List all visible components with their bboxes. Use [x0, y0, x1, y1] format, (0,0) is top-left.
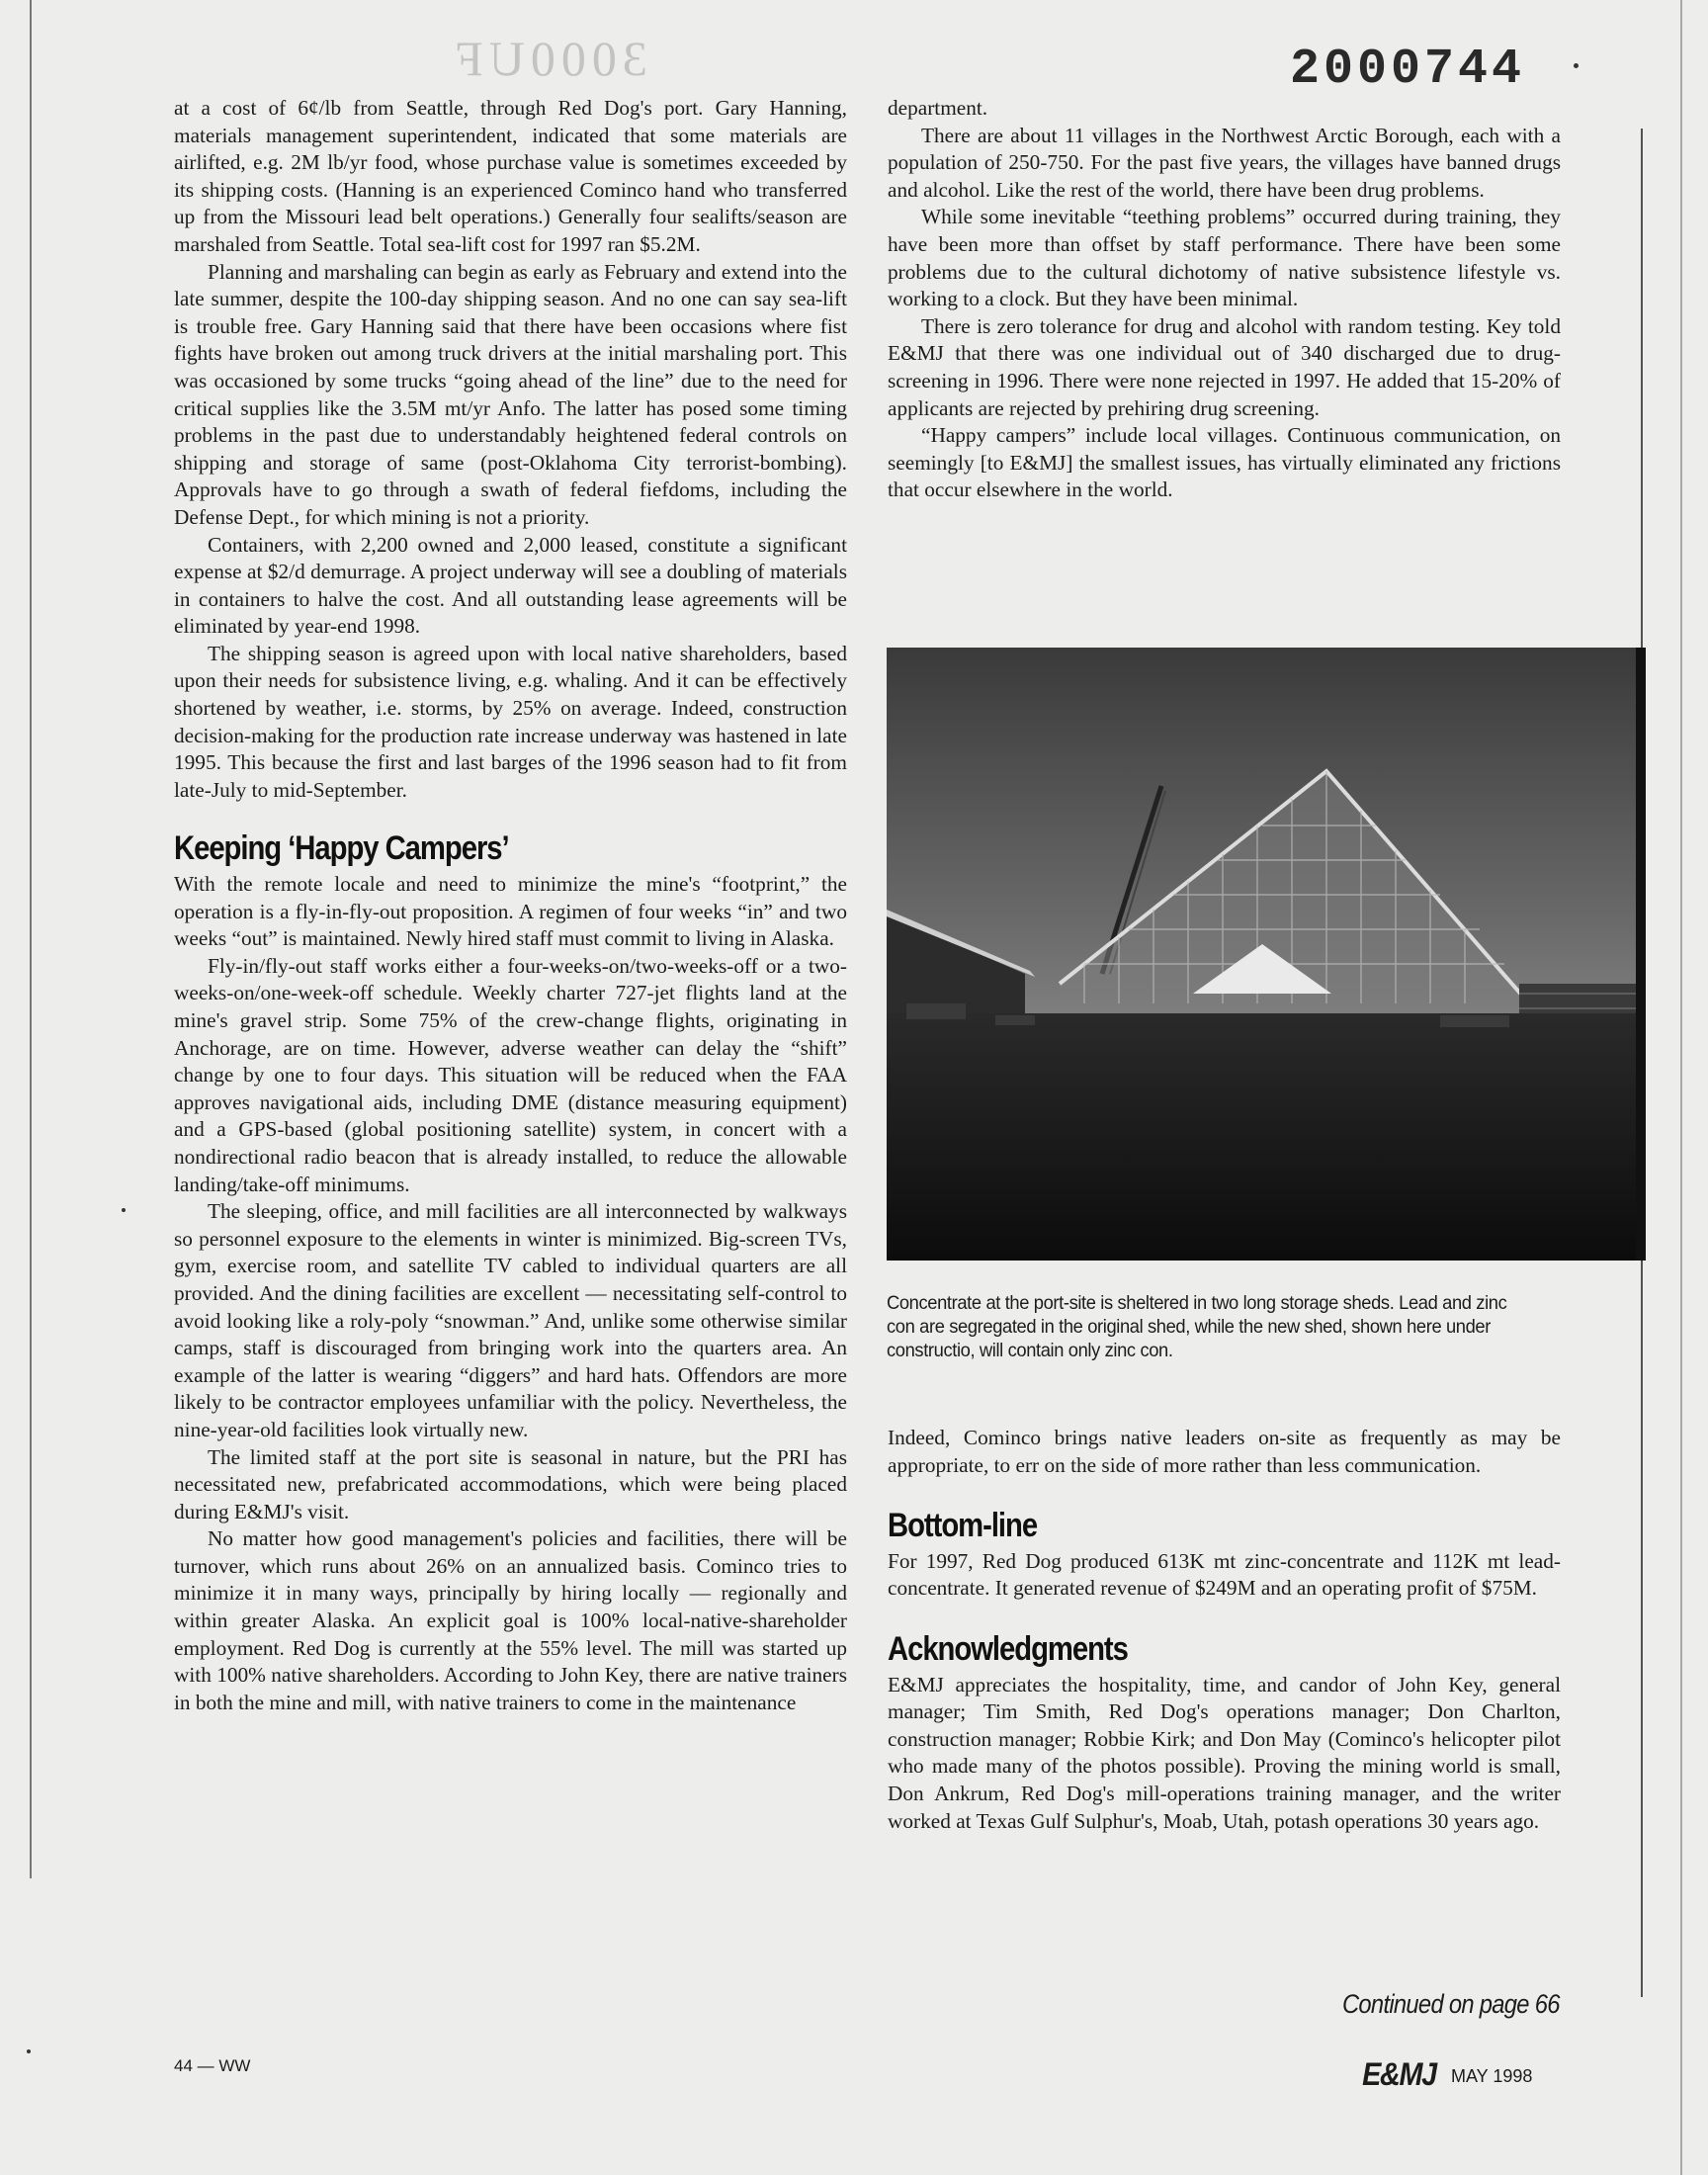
section-heading-happy-campers: Keeping ‘Happy Campers’: [174, 829, 509, 868]
body-paragraph: There are about 11 villages in the Northwest Arctic Borough, each with a population of 250-750. For the past five years, the villages have banned drugs and alcohol. Like the rest of the world, there have been drug problems.: [888, 123, 1561, 202]
section-heading-bottom-line: Bottom-line: [888, 1507, 1038, 1545]
body-paragraph: Indeed, Cominco brings native leaders on-site as frequently as may be appropriate, to err on the side of more rather than less communication.: [888, 1426, 1561, 1477]
page-folio: 44 — WW: [174, 2056, 251, 2075]
photo-caption: Concentrate at the port-site is sheltered in two long storage sheds. Lead and zinc con are segregated in the original shed, while the new shed, shown here under constructio, will contain only zinc con.: [887, 1292, 1507, 1361]
body-paragraph: Planning and marshaling can begin as early as February and extend into the late summer, despite the 100-day shipping season. And no one can say sea-lift is trouble free. Gary Hanning said that there have been occasions where fist fights have broken out among truck drivers at the initial marshaling port. This was occasioned by some trucks “going ahead of the line” due to the need for critical supplies like the 3.5M mt/yr Anfo. The latter has posed some timing problems in the past due to understandably heightened federal controls on shipping and storage of same (post-Oklahoma City terrorist-bombing). Approvals have to go through a swath of federal fiefdoms, including the Defense Dept., for which mining is not a priority.: [174, 259, 847, 529]
body-paragraph: Containers, with 2,200 owned and 2,000 leased, constitute a significant expense at $2/d demurrage. A project underway will see a doubling of materials in containers to halve the cost. And all outstanding lease agreements will be eliminated by year-end 1998.: [174, 532, 847, 639]
body-paragraph: With the remote locale and need to minimize the mine's “footprint,” the operation is a fly-in-fly-out proposition. A regimen of four weeks “in” and two weeks “out” is maintained. Newly hired staff must commit to living in Alaska.: [174, 872, 847, 951]
magazine-logo: E&MJ: [1362, 2056, 1436, 2092]
body-paragraph: There is zero tolerance for drug and alcohol with random testing. Key told E&MJ that there was one individual out of 340 discharged due to drug-screening in 1996. There were none rejected in 1997. He added that 15-20% of applicants are rejected by prehiring drug screening.: [888, 313, 1561, 420]
body-paragraph: “Happy campers” include local villages. Continuous communication, on seemingly [to E&MJ] the smallest issues, has virtually eliminated any frictions that occur elsewhere in the world.: [888, 423, 1561, 502]
left-scan-edge: [30, 0, 32, 1878]
right-column-top: [888, 95, 1561, 504]
body-paragraph: department.: [888, 96, 988, 120]
body-paragraph: No matter how good management's policies and facilities, there will be turnover, which runs about 26% on an annualized basis. Cominco tries to minimize it in many ways, principally by hiring locally — regionally and within greater Alaska. An explicit goal is 100% local-native-shareholder employment. Red Dog is currently at the 55% level. The mill was started up with 100% native shareholders. According to John Key, there are native trainers in both the mine and mill, with native trainers to come in the maintenance: [174, 1526, 847, 1714]
scan-speck: [27, 2049, 31, 2053]
shed-construction-image: [887, 648, 1646, 1261]
body-paragraph: The sleeping, office, and mill facilities are all interconnected by walkways so personnel exposure to the elements in winter is minimized. Big-screen TVs, gym, exercise room, and satellite TV cabled to individual quarters are all provided. And the dining facilities are excellent — necessitating self-control to avoid looking like a roly-poly “snowman.” And, unlike some otherwise similar camps, staff is discouraged from bringing work into the quarters area. An example of the latter is wearing “diggers” and hard hats. Offendors are more likely to be contractor employees unfamiliar with the policy. Nevertheless, the nine-year-old facilities look virtually new.: [174, 1199, 847, 1441]
right-column-bottom: [888, 1425, 1561, 1835]
issue-date: MAY 1998: [1451, 2066, 1533, 2086]
body-paragraph: E&MJ appreciates the hospitality, time, and candor of John Key, general manager; Tim Smith, Red Dog's operations manager; Don Charlton, construction manager; Robbie Kirk; and Don May (Cominco's helicopter pilot who made many of the photos possible). Proving the mining world is small, Don Ankrum, Red Dog's mill-operations training manager, and the writer worked at Texas Gulf Sulphur's, Moab, Utah, potash operations 30 years ago.: [888, 1672, 1561, 1833]
section-heading-acknowledgments: Acknowledgments: [888, 1629, 1128, 1668]
storage-shed-photo: [887, 648, 1646, 1261]
body-paragraph: For 1997, Red Dog produced 613K mt zinc-concentrate and 112K mt lead-concentrate. It generated revenue of $249M and an operating profit of $75M.: [888, 1548, 1561, 1601]
continued-on-page: Continued on page 66: [1342, 1989, 1560, 2019]
body-paragraph: at a cost of 6¢/lb from Seattle, through Red Dog's port. Gary Hanning, materials management superintendent, indicated that some materials are airlifted, e.g. 2M lb/yr food, whose purchase value is sometimes exceeded by its shipping costs. (Hanning is an experienced Cominco hand who transferred up from the Missouri lead belt operations.) Generally four sealifts/season are marshaled from Seattle. Total sea-lift cost for 1997 ran $5.2M.: [174, 96, 847, 256]
body-paragraph: The limited staff at the port site is seasonal in nature, but the PRI has necessitated new, prefabricated accommodations, which were being placed during E&MJ's visit.: [174, 1444, 847, 1523]
archive-number-stamp: 2000744: [1290, 42, 1526, 98]
scan-speck: [122, 1208, 126, 1212]
left-column: [174, 95, 847, 1716]
body-paragraph: The shipping season is agreed upon with local native shareholders, based upon their needs for subsistence living, e.g. whaling. And it can be effectively shortened by weather, i.e. storms, by 25% on average. Indeed, construction decision-making for the production rate increase underway was hastened in late 1995. This because the first and last barges of the 1996 season had to fit from late-July to mid-September.: [174, 641, 847, 802]
right-outer-edge: [1680, 0, 1682, 2175]
body-paragraph: While some inevitable “teething problems” occurred during training, they have been more than offset by staff performance. There have been some problems due to the cultural dichotomy of native subsistence lifestyle vs. working to a clock. But they have been minimal.: [888, 205, 1561, 311]
faint-reversed-stamp: 3000UF: [450, 31, 647, 86]
scan-speck: [1574, 63, 1579, 68]
body-paragraph: Fly-in/fly-out staff works either a four-weeks-on/two-weeks-off or a two-weeks-on/one-week-off schedule. Weekly charter 727-jet flights land at the mine's gravel strip. Some 75% of the crew-change flights, originating in Anchorage, are on time. However, adverse weather can delay the “shift” change by one to four days. This situation will be reduced when the FAA approves navigational aids, including DME (distance measuring equipment) and a GPS-based (global positioning satellite) system, in concert with a nondirectional radio beacon that is already installed, to reduce the allowable landing/take-off minimums.: [174, 953, 847, 1196]
